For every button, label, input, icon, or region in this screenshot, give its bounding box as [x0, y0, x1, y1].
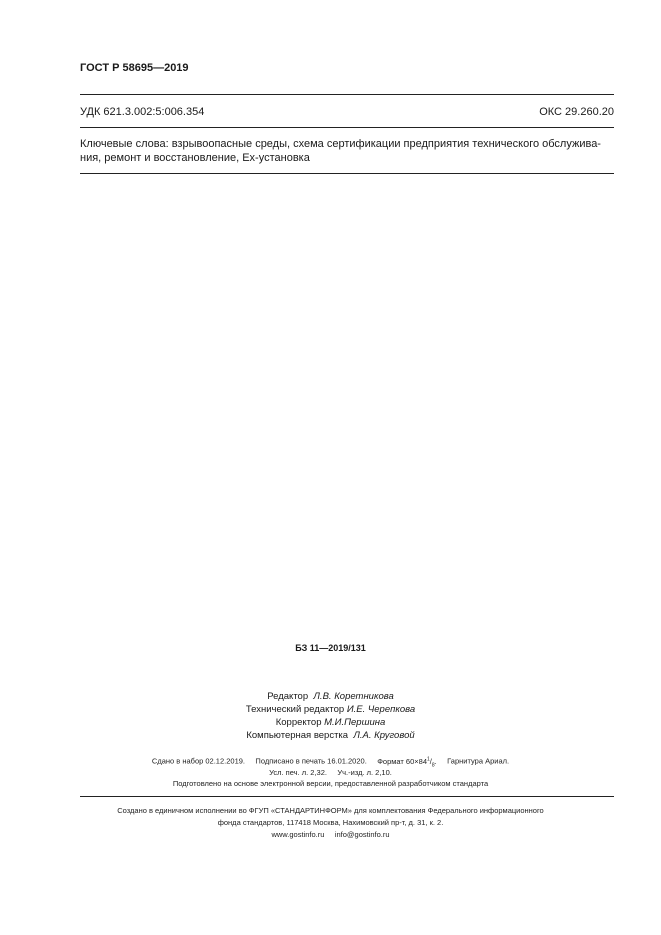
standard-designation: ГОСТ Р 58695—2019: [80, 62, 189, 74]
pub-printed-sheets: Усл. печ. л. 2,32.: [269, 768, 327, 777]
editorial-staff: [0, 690, 661, 742]
staff-editor: [0, 690, 661, 703]
footer: [0, 805, 661, 841]
divider-bottom: [80, 173, 614, 174]
bz-number: БЗ 11—2019/131: [295, 643, 366, 653]
oks-code: ОКС 29.260.20: [539, 106, 614, 118]
staff-role: Редактор: [267, 691, 309, 702]
pub-signed: Подписано в печать 16.01.2020.: [255, 756, 367, 766]
staff-name: М.И.Першина: [324, 717, 386, 728]
staff-role: Корректор: [275, 717, 322, 728]
divider-middle: [80, 127, 614, 128]
pub-font: Гарнитура Ариал.: [447, 756, 510, 766]
footer-email: info@gostinfo.ru: [334, 830, 390, 839]
staff-role: Компьютерная верстка: [246, 730, 349, 741]
staff-role: Технический редактор: [245, 704, 345, 715]
staff-tech-editor: [0, 703, 661, 716]
divider-top: [80, 94, 614, 95]
footer-line-1: Создано в единичном исполнении во ФГУП «СТАНДАРТИНФОРМ» для комплектования Федерального информационного: [117, 806, 544, 815]
pub-format: Формат $60\times 84^1/_8$.: [377, 756, 437, 768]
staff-layout: [0, 729, 661, 742]
pub-publisher-sheets: Уч.-изд. л. 2,10.: [337, 768, 392, 777]
pub-format-prefix: Формат 60×84: [377, 756, 427, 766]
pub-format-num: 1: [427, 756, 430, 762]
pub-submitted: Сдано в набор 02.12.2019.: [151, 756, 245, 766]
divider-footer: [80, 796, 614, 797]
udk-code: УДК 621.3.002:5:006.354: [80, 106, 205, 118]
staff-name: Л.В. Коретникова: [313, 691, 394, 702]
keywords-line-1: Ключевые слова: взрывоопасные среды, схема сертификации предприятия технического обслужива-: [80, 138, 601, 150]
staff-corrector: [0, 716, 661, 729]
footer-line-2: фонда стандартов, 117418 Москва, Нахимовский пр-т, д. 31, к. 2.: [217, 818, 444, 827]
keywords: [80, 137, 614, 165]
publication-prepared: Подготовлено на основе электронной версии, предоставленной разработчиком стандарта: [172, 779, 489, 788]
keywords-line-2: ния, ремонт и восстановление, Ex-установка: [80, 152, 310, 164]
footer-contacts: [0, 829, 661, 841]
staff-name: Л.А. Круговой: [353, 730, 415, 741]
staff-name: И.Е. Черепкова: [346, 704, 416, 715]
publication-line-2: [0, 768, 661, 777]
pub-format-den: 8: [431, 762, 435, 768]
footer-website: www.gostinfo.ru: [271, 830, 325, 839]
publication-line-1: [0, 756, 661, 768]
